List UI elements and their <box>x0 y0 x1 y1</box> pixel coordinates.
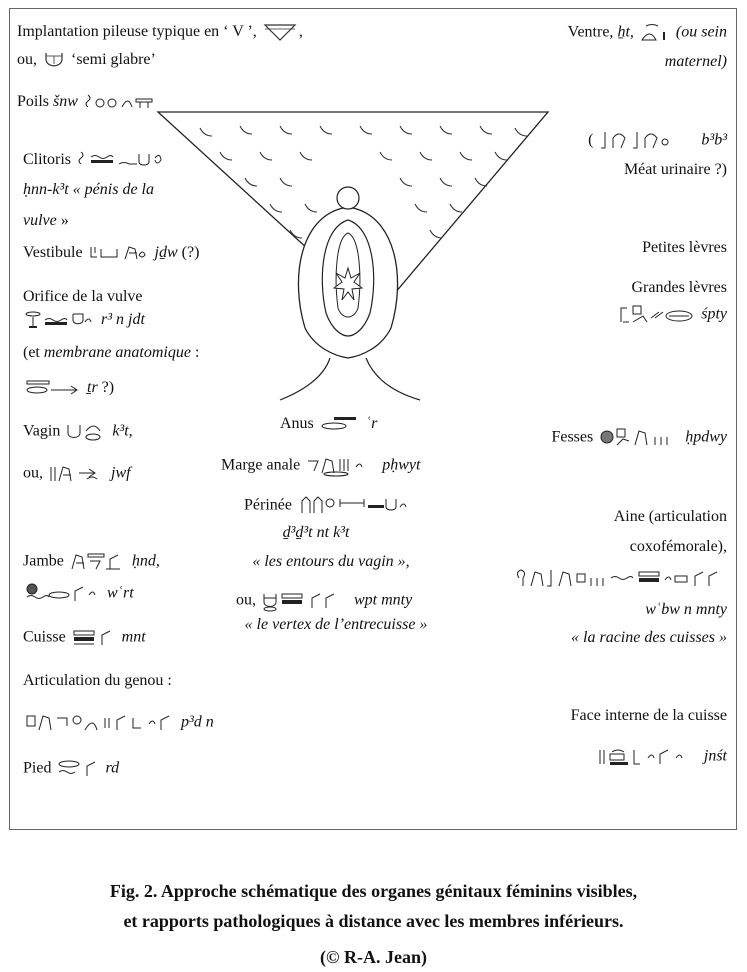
caption-line-3: (© R-A. Jean) <box>320 947 427 967</box>
fesses-translit: ḥpdwy <box>685 428 727 446</box>
fesses-label: Fesses <box>551 428 594 446</box>
hieroglyph-group-icon <box>89 243 149 263</box>
meat-label: Méat urinaire ?) <box>623 161 727 178</box>
hieroglyph-group-icon <box>306 455 376 477</box>
ou-label: ou, <box>236 591 256 609</box>
hieroglyph-group-icon <box>320 414 360 434</box>
thighs <box>280 358 420 400</box>
hieroglyph-group-icon <box>598 746 698 768</box>
wert-translit: wʿrt <box>107 584 134 602</box>
orifice-label: Orifice de la vulve <box>23 288 143 305</box>
meat-translit: b³b³ <box>701 131 727 149</box>
marge-translit: pḥwyt <box>382 456 421 474</box>
ventre-note: (ou sein <box>675 23 727 41</box>
face-interne-translit: jnśt <box>703 747 727 765</box>
hieroglyph-group-icon <box>262 590 348 612</box>
vagin-ou: ou, <box>23 464 43 482</box>
vulva-diagram <box>150 108 550 408</box>
hieroglyph-group-icon <box>515 568 725 590</box>
marge-label: Marge anale <box>221 456 301 474</box>
perinee-gloss: « les entours du vagin », <box>252 553 410 570</box>
triangle-v-icon <box>263 22 297 42</box>
ventre-translit: ẖt, <box>617 23 634 41</box>
hieroglyph-group-icon <box>25 583 101 605</box>
clitoris-translit: ḥnn-k³t <box>23 181 69 198</box>
jambe-translit: ḥnd, <box>131 552 160 570</box>
hieroglyph-group-icon <box>77 150 167 170</box>
implantation-text: Implantation pileuse typique en ‘ V ’, <box>17 23 257 40</box>
petites-levres-label: Petites lèvres <box>642 239 727 256</box>
aine-label-1: Aine (articulation <box>613 508 727 525</box>
membrane-colon: : <box>194 344 200 361</box>
ventre-note-2: maternel) <box>664 53 727 70</box>
hieroglyph-group-icon <box>57 758 99 780</box>
aine-translit: wʿbw n mnty <box>645 601 727 618</box>
hieroglyph-group-icon <box>25 712 175 734</box>
vagin-translit: k³t, <box>112 422 133 440</box>
semi-glabre-icon <box>43 50 65 70</box>
grandes-levres-translit: śpty <box>701 305 727 323</box>
clitoris-gloss: « pénis de la <box>72 181 154 198</box>
hieroglyph-group-icon <box>72 627 116 649</box>
aine-label-2: coxofémorale), <box>629 538 727 555</box>
hieroglyph-group-icon <box>49 463 105 485</box>
pied-translit: rd <box>105 759 120 777</box>
caption-line-1: Fig. 2. Approche schématique des organes génitaux féminins visibles, <box>109 881 638 901</box>
wpt-translit: wpt mnty <box>354 591 413 609</box>
hieroglyph-group-icon <box>619 304 695 326</box>
clitoris-label: Clitoris <box>23 151 72 168</box>
caption-line-2: et rapports pathologiques à distance avec les membres inférieurs. <box>123 911 624 931</box>
hieroglyph-group-icon <box>640 22 670 44</box>
tr-translit: ṯr <box>87 379 98 396</box>
tr-question: ?) <box>101 379 115 396</box>
perinee-translit: ḏ³ḏ³t nt k³t <box>282 524 350 541</box>
jwf-translit: jwf <box>111 464 131 482</box>
membrane-open: (et <box>23 344 40 361</box>
clitoris-circle <box>337 187 359 209</box>
pied-label: Pied <box>23 759 52 777</box>
face-interne-label: Face interne de la cuisse <box>570 707 727 724</box>
grandes-levres-label: Grandes lèvres <box>631 279 727 296</box>
vestibule-translit: jḏw <box>154 244 178 261</box>
vestibule-question: (?) <box>181 244 200 261</box>
orifice-translit: r³ n jdt <box>101 311 145 328</box>
hieroglyph-group-icon <box>84 93 156 111</box>
vagin-label: Vagin <box>23 422 61 440</box>
vertex-gloss: « le vertex de l’entrecuisse » <box>244 616 428 633</box>
hieroglyph-group-icon <box>599 427 679 449</box>
hieroglyph-group-icon <box>25 378 81 398</box>
semi-glabre-text: ‘semi glabre’ <box>71 51 156 68</box>
anus-label: Anus <box>280 415 314 432</box>
hieroglyph-group-icon <box>70 551 126 573</box>
membrane-text: membrane anatomique <box>43 344 191 361</box>
ventre-label: Ventre, <box>567 23 614 41</box>
cuisse-label: Cuisse <box>23 628 66 646</box>
jambe-label: Jambe <box>23 552 64 570</box>
vestibule-label: Vestibule <box>23 244 83 261</box>
poils-translit: šnw <box>53 93 78 110</box>
implantation-ou: ou, <box>17 51 37 68</box>
genou-translit: p³d n <box>181 713 214 731</box>
perinee-label: Périnée <box>244 496 292 514</box>
clitoris-gloss-2: vulve <box>23 212 57 229</box>
figure-caption <box>0 876 747 972</box>
genou-label: Articulation du genou : <box>23 672 172 689</box>
meat-open: ( <box>588 131 594 149</box>
aine-gloss: « la racine des cuisses » <box>571 629 727 646</box>
hieroglyph-group-icon <box>25 310 95 330</box>
hieroglyph-group-icon <box>66 421 106 443</box>
clitoris-gloss-close: » <box>60 212 69 229</box>
anus-translit: ʿr <box>365 415 378 432</box>
poils-label: Poils <box>17 93 50 110</box>
hieroglyph-group-icon <box>599 130 695 152</box>
cuisse-translit: mnt <box>121 628 146 646</box>
hieroglyph-group-icon <box>298 495 408 517</box>
